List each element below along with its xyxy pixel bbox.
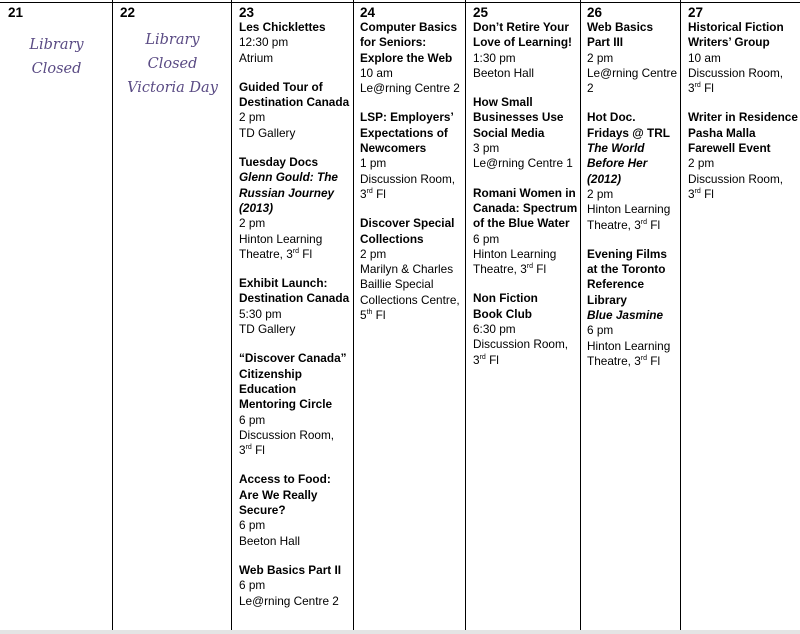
event-list	[239, 20, 349, 623]
event-item	[473, 95, 577, 171]
event-item	[360, 20, 460, 96]
event-item	[587, 110, 677, 232]
event-item	[688, 20, 798, 96]
event-title: Web Basics	[587, 20, 654, 34]
event-location: Baillie Special	[360, 277, 434, 292]
closed-line: Library	[29, 37, 84, 53]
event-item	[239, 563, 349, 609]
event-title: Citizenship	[239, 366, 302, 381]
event-item	[360, 110, 460, 202]
event-time: 1 pm	[360, 156, 387, 171]
event-location: Theatre, 3rd Fl	[239, 246, 313, 261]
day-column	[354, 0, 466, 634]
day-column	[232, 0, 354, 634]
day-number: 25	[473, 5, 489, 20]
event-item	[587, 20, 677, 96]
event-title: Tuesday Docs	[239, 155, 319, 170]
event-title: Education	[239, 381, 297, 396]
day-column	[466, 0, 581, 634]
event-list	[587, 20, 677, 383]
event-location: Discussion Room,	[360, 171, 456, 186]
event-title: Guided Tour of	[239, 79, 323, 94]
event-list	[360, 20, 460, 337]
closed-line: Library	[145, 32, 200, 48]
event-time: 3 pm	[473, 141, 500, 156]
event-title: Exhibit Launch:	[239, 276, 328, 291]
library-closed-note	[113, 28, 232, 100]
event-location: Atrium	[239, 50, 274, 65]
event-title: Discover Special	[360, 216, 455, 231]
event-location: 3rd Fl	[239, 443, 265, 458]
day-column	[0, 0, 113, 634]
event-time: 6 pm	[587, 323, 614, 338]
event-title: Access to Food:	[239, 472, 331, 487]
event-time: 10 am	[688, 50, 721, 65]
event-title: at the Toronto	[587, 262, 666, 277]
event-location: Theatre, 3rd Fl	[587, 217, 661, 232]
closed-line: Closed	[147, 56, 198, 72]
event-title: Don’t Retire Your	[473, 20, 569, 34]
event-location: Hinton Learning	[239, 231, 323, 246]
event-title: Mentoring Circle	[239, 397, 333, 412]
event-subtitle: (2012)	[587, 171, 622, 186]
day-number: 26	[587, 5, 603, 20]
event-location: Discussion Room,	[239, 427, 335, 442]
event-time: 6 pm	[239, 412, 266, 427]
event-title: Farewell Event	[688, 141, 771, 156]
event-title: LSP: Employers’	[360, 110, 454, 125]
event-time: 6 pm	[239, 518, 266, 533]
event-time: 5:30 pm	[239, 306, 282, 321]
event-time: 10 am	[360, 65, 393, 80]
event-title: Businesses Use	[473, 110, 564, 125]
event-location: 3rd Fl	[360, 186, 386, 201]
event-title: How Small	[473, 95, 533, 110]
day-number: 24	[360, 5, 376, 20]
event-location: Discussion Room,	[688, 65, 784, 80]
event-location: Beeton Hall	[473, 65, 534, 80]
event-item	[239, 20, 349, 66]
event-item	[587, 247, 677, 369]
event-title: Destination Canada	[239, 291, 350, 306]
event-title: Newcomers	[360, 141, 427, 156]
bottom-edge	[0, 630, 800, 634]
event-title: Secure?	[239, 503, 286, 518]
event-location: Le@rning Centre 2	[239, 593, 339, 608]
event-title: “Discover Canada”	[239, 351, 347, 366]
event-time: 2 pm	[587, 50, 614, 65]
event-location: Discussion Room,	[473, 337, 569, 352]
event-location: Hinton Learning	[587, 338, 671, 353]
event-location: Discussion Room,	[688, 171, 784, 186]
event-time: 2 pm	[360, 246, 387, 261]
event-title: Destination Canada	[239, 95, 350, 110]
event-item	[239, 472, 349, 548]
day-number: 22	[120, 5, 136, 20]
event-title: Hot Doc.	[587, 110, 636, 125]
event-location: Hinton Learning	[473, 246, 557, 261]
event-item	[473, 186, 577, 278]
event-title: Computer Basics	[360, 20, 458, 34]
event-title: Writers’ Group	[688, 35, 770, 50]
event-item	[239, 155, 349, 262]
event-subtitle: Blue Jasmine	[587, 308, 664, 323]
event-title: Fridays @ TRL	[587, 125, 670, 140]
event-subtitle: Russian Journey	[239, 185, 335, 200]
event-time: 2 pm	[239, 216, 266, 231]
event-item	[473, 20, 577, 81]
event-subtitle: Glenn Gould: The	[239, 170, 338, 185]
event-subtitle: The World	[587, 141, 645, 156]
event-title: Historical Fiction	[688, 20, 784, 34]
event-title: Pasha Malla	[688, 125, 756, 140]
day-number: 23	[239, 5, 255, 20]
event-location: Beeton Hall	[239, 533, 300, 548]
event-location: 3rd Fl	[688, 186, 714, 201]
event-item	[239, 351, 349, 458]
event-title: Non Fiction	[473, 291, 538, 306]
event-title: Book Club	[473, 306, 532, 321]
event-title: Collections	[360, 231, 424, 246]
event-location: Le@rning Centre 1	[473, 156, 573, 171]
event-title: for Seniors:	[360, 35, 427, 50]
closed-line: Closed	[31, 61, 82, 77]
event-time: 6:30 pm	[473, 322, 516, 337]
event-location: Collections Centre,	[360, 292, 460, 307]
event-location: 3rd Fl	[473, 352, 499, 367]
event-location: Le@rning Centre 2	[360, 81, 460, 96]
event-title: Canada: Spectrum	[473, 200, 578, 215]
event-list	[473, 20, 577, 382]
event-location: TD Gallery	[239, 322, 296, 337]
event-title: Reference	[587, 277, 645, 292]
event-title: Love of Learning!	[473, 35, 572, 50]
event-item	[239, 276, 349, 337]
event-title: Writer in Residence	[688, 110, 798, 125]
event-title: Evening Films	[587, 246, 667, 261]
event-item	[360, 216, 460, 323]
event-item	[688, 110, 798, 202]
day-column	[681, 0, 800, 634]
closed-line: Victoria Day	[127, 80, 218, 96]
event-list	[688, 20, 798, 216]
event-location: Marilyn & Charles	[360, 262, 454, 277]
event-title: Expectations of	[360, 125, 448, 140]
event-title: Web Basics Part II	[239, 562, 342, 577]
event-title: Part III	[587, 35, 624, 50]
event-location: TD Gallery	[239, 125, 296, 140]
day-column	[581, 0, 681, 634]
event-time: 1:30 pm	[473, 50, 516, 65]
event-item	[239, 80, 349, 141]
event-location: 3rd Fl	[688, 81, 714, 96]
event-title: Social Media	[473, 125, 545, 140]
event-time: 2 pm	[239, 110, 266, 125]
event-time: 6 pm	[239, 578, 266, 593]
event-time: 2 pm	[688, 156, 715, 171]
day-number: 27	[688, 5, 704, 20]
event-title: of the Blue Water	[473, 216, 570, 231]
event-title: Library	[587, 292, 627, 307]
event-location: Hinton Learning	[587, 202, 671, 217]
event-time: 6 pm	[473, 231, 500, 246]
library-closed-note	[0, 33, 113, 81]
event-item	[473, 291, 577, 367]
event-location: Theatre, 3rd Fl	[473, 262, 547, 277]
event-location: Theatre, 3rd Fl	[587, 353, 661, 368]
day-column	[113, 0, 232, 634]
event-title: Are We Really	[239, 487, 318, 502]
event-title: Explore the Web	[360, 50, 453, 65]
event-location: Le@rning Centre	[587, 65, 678, 80]
event-location: 5th Fl	[360, 308, 386, 323]
event-time: 12:30 pm	[239, 35, 289, 50]
event-title: Les Chicklettes	[239, 20, 326, 34]
event-time: 2 pm	[587, 186, 614, 201]
event-title: Romani Women in	[473, 185, 576, 200]
day-number: 21	[8, 5, 24, 20]
event-subtitle: Before Her	[587, 156, 648, 171]
event-location: 2	[587, 81, 594, 96]
event-subtitle: (2013)	[239, 200, 274, 215]
